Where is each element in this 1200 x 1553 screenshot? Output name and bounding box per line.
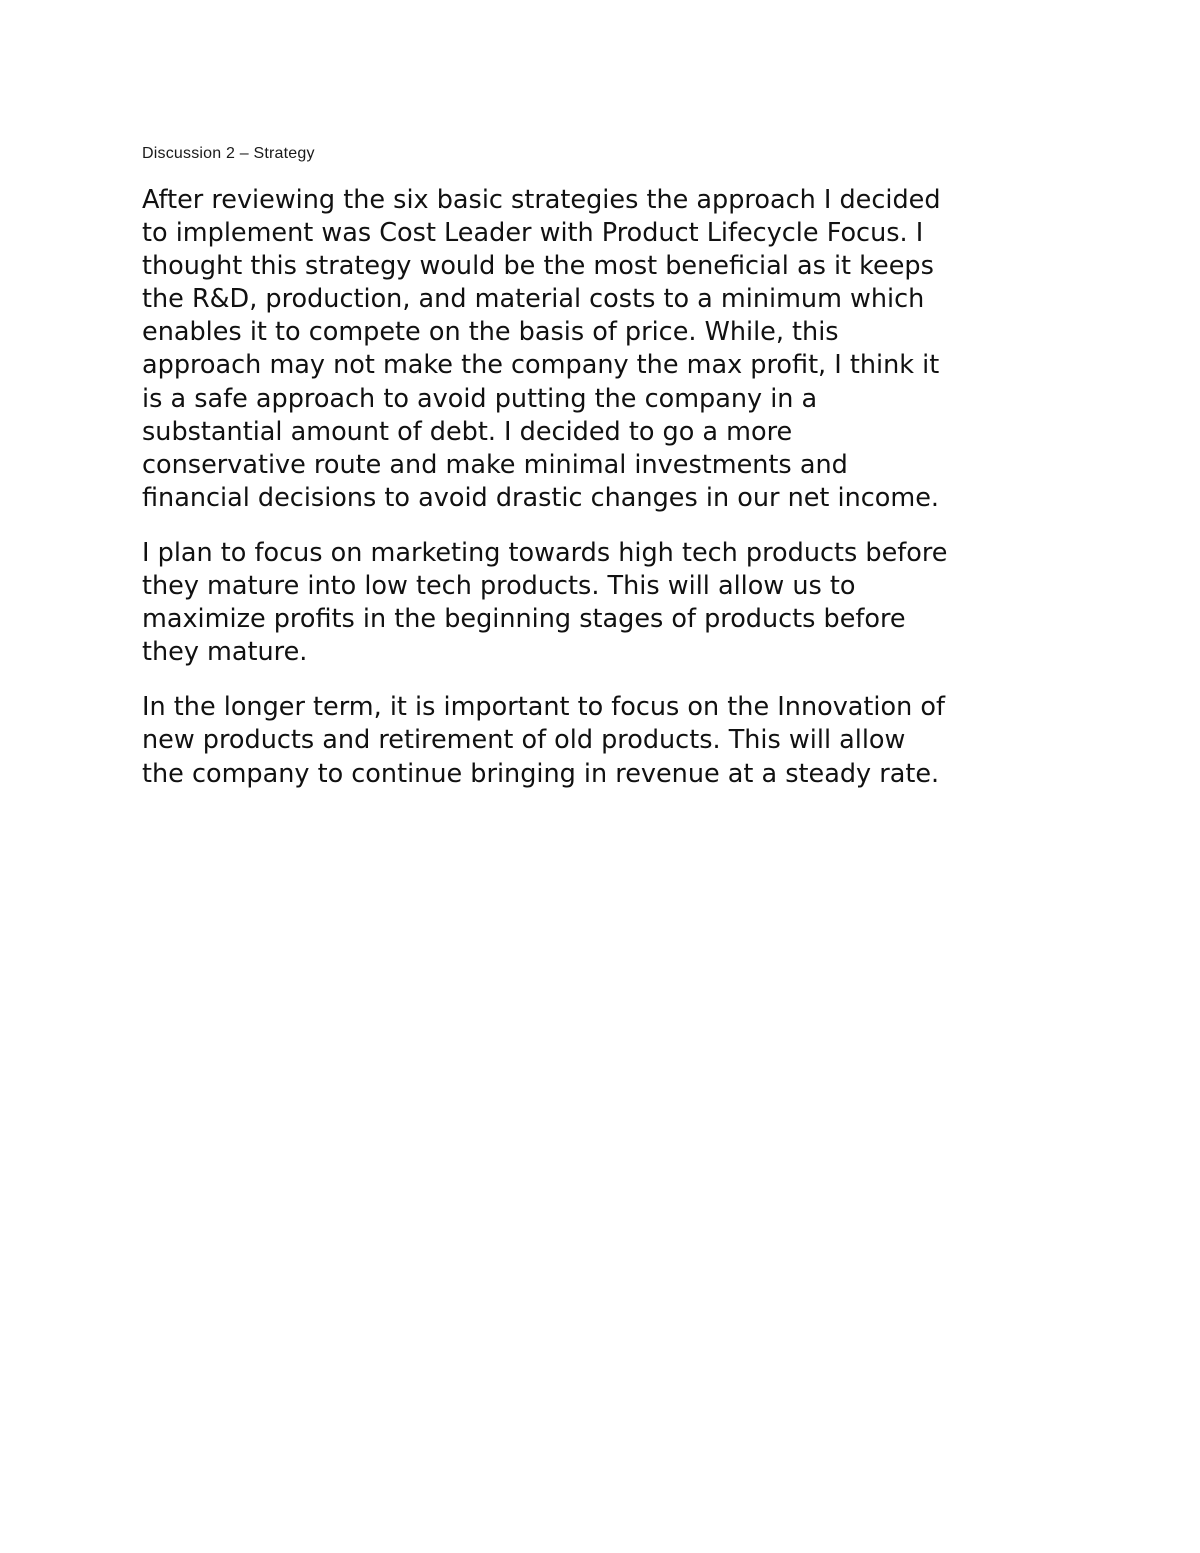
- text-line: In the longer term, it is important to focus on the Innovation of: [142, 692, 945, 723]
- text-line: the R&D, production, and material costs to a minimum which: [142, 284, 925, 315]
- text-line: maximize profits in the beginning stages of products before: [142, 604, 906, 635]
- text-line: they mature.: [142, 637, 308, 668]
- document-body: [142, 184, 1072, 813]
- text-line: After reviewing the six basic strategies the approach I decided: [142, 185, 941, 215]
- paragraph-marketing-plan: [142, 537, 1072, 669]
- text-line: they mature into low tech products. This will allow us to: [142, 571, 856, 602]
- text-line: I plan to focus on marketing towards high tech products before: [142, 537, 948, 568]
- text-line: the company to continue bringing in revenue at a steady rate.: [142, 758, 940, 789]
- text-line: new products and retirement of old products. This will allow: [142, 725, 906, 756]
- text-line: substantial amount of debt. I decided to go a more: [142, 416, 793, 447]
- text-line: conservative route and make minimal investments and: [142, 449, 848, 480]
- text-line: to implement was Cost Leader with Product Lifecycle Focus. I: [142, 218, 924, 249]
- text-line: thought this strategy would be the most beneficial as it keeps: [142, 251, 934, 282]
- document-heading: Discussion 2 – Strategy: [142, 145, 315, 162]
- paragraph-long-term-focus: [142, 691, 1072, 790]
- paragraph-strategy-choice: [142, 184, 1072, 515]
- text-line: approach may not make the company the max profit, I think it: [142, 350, 940, 381]
- text-line: financial decisions to avoid drastic changes in our net income.: [142, 482, 940, 513]
- text-line: is a safe approach to avoid putting the company in a: [142, 383, 818, 414]
- text-line: enables it to compete on the basis of price. While, this: [142, 317, 839, 348]
